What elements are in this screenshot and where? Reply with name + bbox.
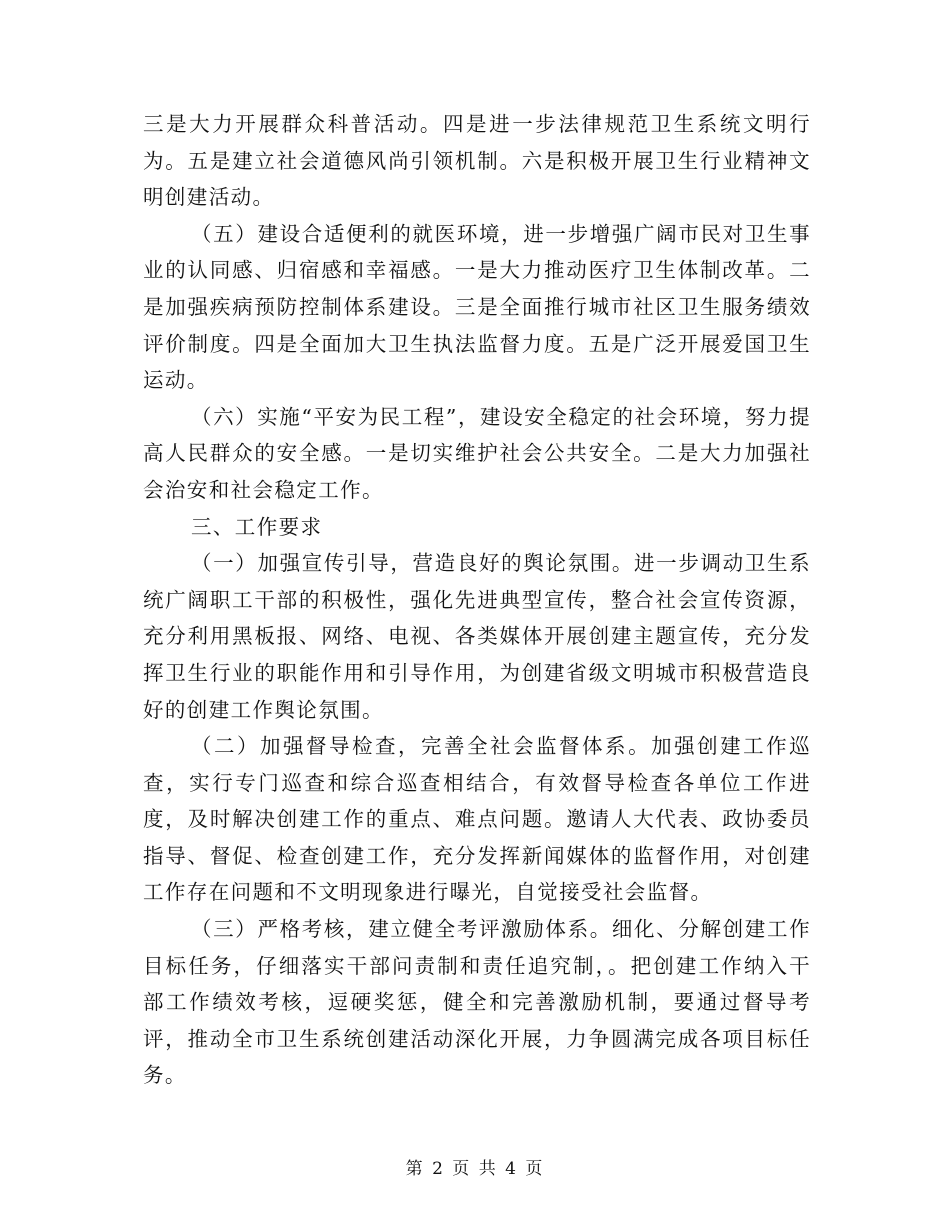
paragraph-requirement-2: （二）加强督导检查，完善全社会监督体系。加强创建工作巡查，实行专门巡查和综合巡查相结合，有效督导检查各单位工作进度，及时解决创建工作的重点、难点问题。邀请人大代表、政协委员指导、督促、检查创建工作，充分发挥新闻媒体的监督作用，对创建工作存在问题和不文明现象进行曝光，自觉接受社会监督。 (143, 734, 811, 905)
paragraph-requirement-1: （一）加强宣传引导，营造良好的舆论氛围。进一步调动卫生系统广阔职工干部的积极性，强化先进典型宣传，整合社会宣传资源，充分利用黑板报、网络、电视、各类媒体开展创建主题宣传，充分发挥卫生行业的职能作用和引导作用，为创建省级文明城市积极营造良好的创建工作舆论氛围。 (143, 551, 811, 722)
page-footer: 第 2 页 共 4 页 (405, 1159, 545, 1179)
paragraph-item-6: （六）实施“平安为民工程”，建设安全稳定的社会环境，努力提高人民群众的安全感。一是切实维护社会公共安全。二是大力加强社会治安和社会稳定工作。 (143, 404, 811, 502)
paragraph-continuation: 三是大力开展群众科普活动。四是进一步法律规范卫生系统文明行为。五是建立社会道德风尚引领机制。六是积极开展卫生行业精神文明创建活动。 (143, 112, 811, 210)
paragraph-item-5: （五）建设合适便利的就医环境，进一步增强广阔市民对卫生事业的认同感、归宿感和幸福感。一是大力推动医疗卫生体制改革。二是加强疾病预防控制体系建设。三是全面推行城市社区卫生服务绩效评价制度。四是全面加大卫生执法监督力度。五是广泛开展爱国卫生运动。 (143, 221, 811, 393)
section-heading-work-requirements: 三、工作要求 (191, 514, 323, 539)
document-body (143, 106, 811, 1094)
paragraph-requirement-3: （三）严格考核，建立健全考评激励体系。细化、分解创建工作目标任务，仔细落实干部问责制和责任追究制，。把创建工作纳入干部工作绩效考核，逗硬奖惩，健全和完善激励机制，要通过督导考评，推动全市卫生系统创建活动深化开展，力争圆满完成各项目标任务。 (143, 917, 811, 1088)
